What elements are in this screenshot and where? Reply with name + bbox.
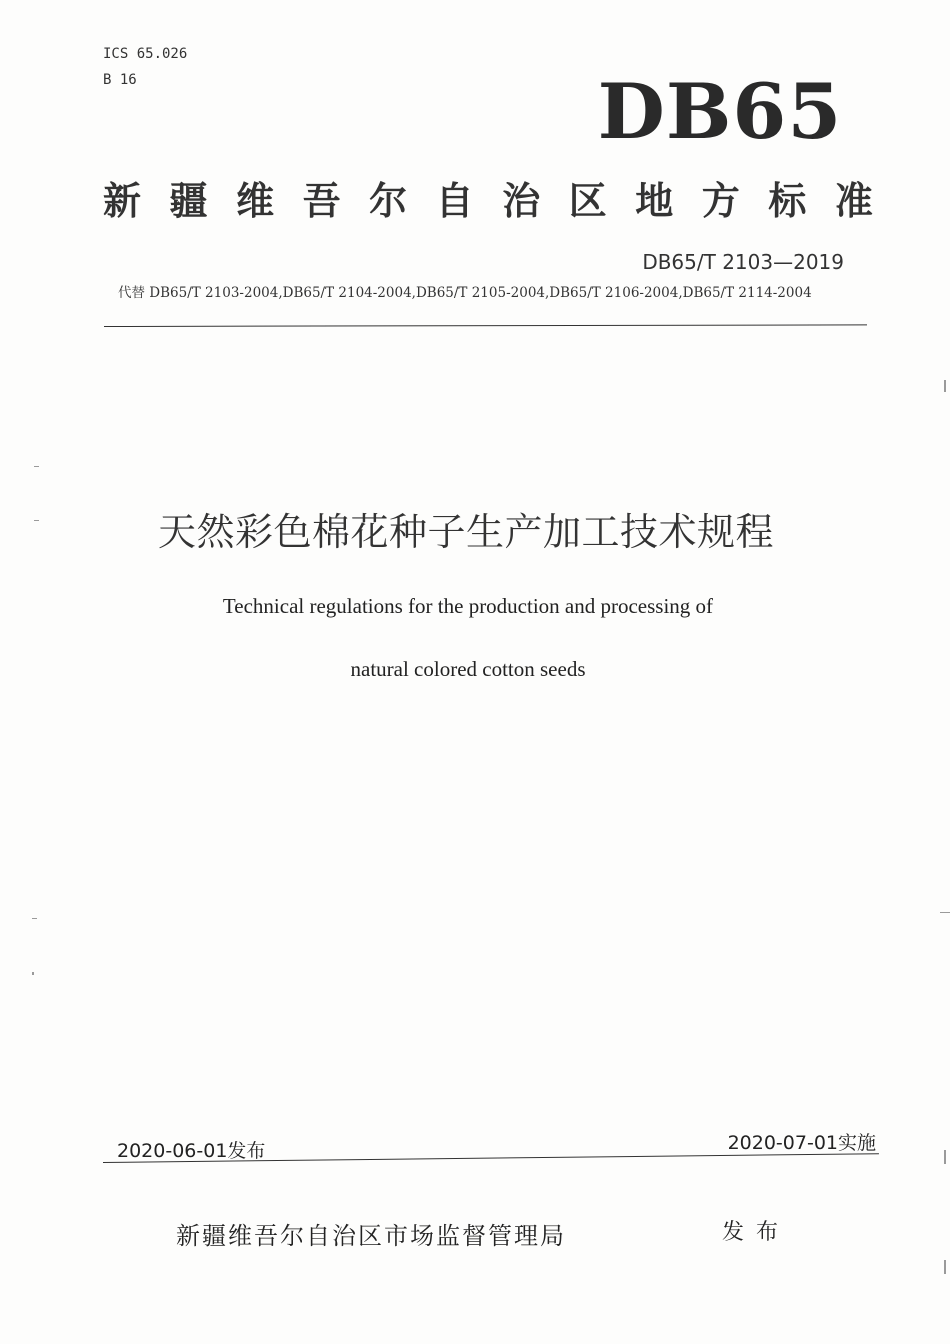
title-english-line1: Technical regulations for the production and processing of [222, 594, 714, 618]
authority-title [103, 176, 873, 226]
header-divider [104, 324, 867, 327]
scan-artifact [944, 1260, 946, 1274]
scan-artifact [34, 466, 39, 467]
scan-artifact [32, 972, 34, 975]
authority-char: 方 [701, 179, 740, 223]
authority-char: 尔 [369, 179, 408, 223]
authority-char: 维 [236, 179, 275, 223]
authority-char: 治 [502, 179, 541, 223]
publish-label: 发布 [722, 1220, 791, 1245]
authority-char: 疆 [169, 179, 208, 223]
authority-char: 准 [834, 179, 873, 223]
title-chinese: 天然彩色棉花种子生产加工技术规程 [157, 510, 774, 554]
standard-mark-logo: DB65 [597, 67, 843, 156]
scan-artifact [944, 1150, 946, 1164]
standard-number: DB65/T 2103—2019 [642, 250, 844, 274]
scan-artifact [34, 520, 39, 521]
title-english-line2: natural colored cotton seeds [350, 657, 586, 681]
authority-char: 区 [568, 179, 607, 223]
implementation-date: 2020-07-01实施 [727, 1132, 876, 1154]
authority-char: 自 [435, 179, 474, 223]
authority-char: 地 [635, 179, 674, 223]
authority-char: 标 [768, 179, 807, 223]
authority-char: 新 [103, 179, 142, 223]
scan-artifact [944, 380, 946, 392]
issue-date: 2020-06-01发布 [117, 1140, 266, 1162]
scan-artifact [32, 918, 37, 919]
scan-artifact [940, 912, 950, 913]
ics-code: ICS 65.026 [103, 46, 188, 62]
ccs-code: B 16 [103, 72, 137, 88]
replaces-standards: 代替 DB65/T 2103-2004,DB65/T 2104-2004,DB65/T 2105-2004,DB65/T 2106-2004,DB65/T 2114-2004 [118, 285, 812, 301]
authority-char: 吾 [302, 179, 341, 223]
publisher-name: 新疆维吾尔自治区市场监督管理局 [176, 1222, 566, 1250]
